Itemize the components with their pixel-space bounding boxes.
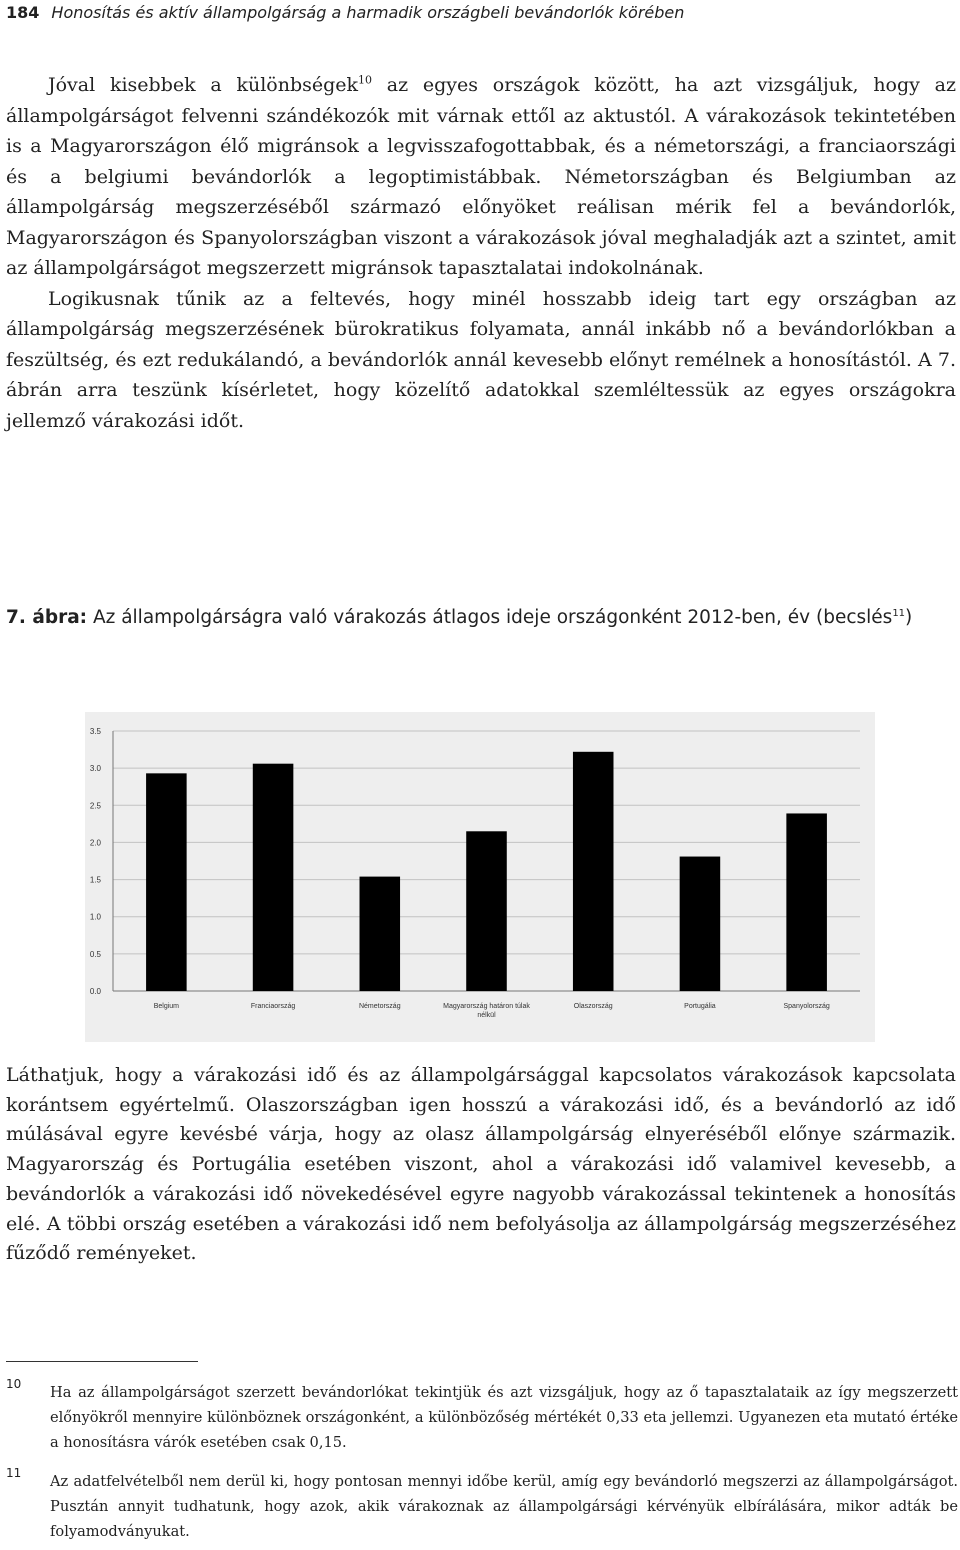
footnote-10: [6, 1377, 958, 1455]
y-tick-label: 1.5: [89, 875, 101, 885]
footnote-rule: [6, 1361, 198, 1362]
x-tick-label: Spanyolország: [783, 1003, 830, 1010]
page-number: 184: [6, 3, 40, 22]
y-tick-label: 3.5: [89, 727, 101, 736]
figure-caption: [6, 602, 956, 633]
x-tick-label: Portugália: [684, 1003, 716, 1010]
bar: [360, 877, 401, 991]
body-text-top: [6, 70, 956, 436]
x-tick-label: nélkül: [477, 1012, 496, 1019]
bar: [573, 752, 614, 991]
y-tick-label: 0.5: [89, 949, 101, 959]
paragraph: [6, 70, 956, 284]
x-tick-label: Magyarország határon túlak: [443, 1003, 530, 1010]
running-header: [6, 3, 684, 23]
footnote-ref[interactable]: 11: [892, 607, 906, 619]
figure-label: 7. ábra:: [6, 607, 88, 628]
caption-text: Az állampolgárságra való várakozás átlagos ideje országonként 2012-ben, év (becslés: [87, 607, 893, 628]
paragraph: Logikusnak tűnik az a feltevés, hogy minél hosszabb ideig tart egy országban az állampolgárság megszerzésének bürokratikus folyamata, annál inkább nő a bevándorlókban a feszültség, és ezt redukálandó, a bevándorlók annál kevesebb előnyt remélnek a honosítástól. A 7. ábrán arra teszünk kísérletet, hogy közelítő adatokkal szemléltessük az egyes országokra jellemző várakozási időt.: [6, 287, 956, 432]
x-tick-label: Franciaország: [250, 1003, 296, 1010]
paragraph-text: Jóval kisebbek a különbségek: [48, 74, 359, 96]
bar: [786, 813, 827, 991]
footnote-text: Ha az állampolgárságot szerzett bevándorlókat tekintjük és azt vizsgáljuk, hogy az ő tapasztalataik az így megszerzett előnyökről mennyire különböznek országonként, a különbözőség mértékét 0,33 eta jellemzi. Ugyanezen eta mutató értéke a honosításra várók esetében csak 0,15.: [50, 1384, 958, 1451]
y-tick-label: 2.5: [89, 801, 101, 811]
bar-chart: [85, 712, 875, 1042]
chart-svg: [85, 712, 875, 1042]
y-tick-label: 0.0: [89, 987, 101, 996]
paragraph-text: az egyes országok között, ha azt vizsgáljuk, hogy az állampolgárságot felvenni szándékozók mit várnak ettől az aktustól. A várakozások tekintetében is a Magyarországon élő migránsok a legvisszafogottabbak, és a németországi, a franciaországi és a belgiumi bevándorlók a legoptimistábbak. Németországban és Belgiumban az állampolgárság megszerzéséből származó előnyöket reálisan mérik fel a bevándorlók, Magyarországon és Spanyolországban viszont a várakozások jóval meghaladják azt a szintet, amit az állampolgárságot megszerzett migránsok tapasztalatai indokolnának.: [6, 74, 956, 279]
footnote-number: 10: [6, 1377, 22, 1391]
paragraph: Láthatjuk, hogy a várakozási idő és az állampolgársággal kapcsolatos várakozások kapcsolata korántsem egyértelmű. Olaszországban igen hosszú a várakozási idő, és a bevándorló az idő múlásával egyre kevésbé várja, hogy az olasz állampolgárság elnyeréséből előnye származik. Magyarország és Portugália esetében viszont, ahol a várakozási idő valamivel kevesebb, a bevándorlók a várakozási idő növekedésével egyre nagyobb várakozással tekintenek a honosítás elé. A többi ország esetében a várakozási idő nem befolyásolja az állampolgárság megszerzéséhez fűződő reményeket.: [6, 1064, 956, 1265]
bar: [253, 764, 294, 991]
y-tick-label: 2.0: [89, 838, 101, 848]
running-title: Honosítás és aktív állampolgárság a harmadik országbeli bevándorlók körében: [51, 3, 685, 22]
caption-text: ): [905, 607, 913, 628]
x-tick-label: Belgium: [153, 1003, 180, 1010]
footnote-text: Az adatfelvételből nem derül ki, hogy pontosan mennyi időbe kerül, amíg egy bevándorló megszerzi az állampolgárságot. Pusztán annyit tudhatunk, hogy azok, akik várakoznak az állampolgársági kérvényük elbírálására, mikor adták be folyamodványukat.: [50, 1473, 958, 1540]
footnote-ref[interactable]: 10: [358, 73, 373, 87]
x-tick-label: Olaszország: [573, 1003, 613, 1010]
bar: [466, 831, 507, 991]
bar: [146, 773, 187, 991]
x-tick-label: Németország: [358, 1003, 401, 1010]
bar: [680, 857, 721, 991]
y-tick-label: 3.0: [89, 764, 101, 774]
footnote-11: [6, 1466, 958, 1544]
footnote-number: 11: [6, 1466, 22, 1480]
y-tick-label: 1.0: [89, 912, 101, 922]
body-text-bottom: [6, 1061, 956, 1269]
